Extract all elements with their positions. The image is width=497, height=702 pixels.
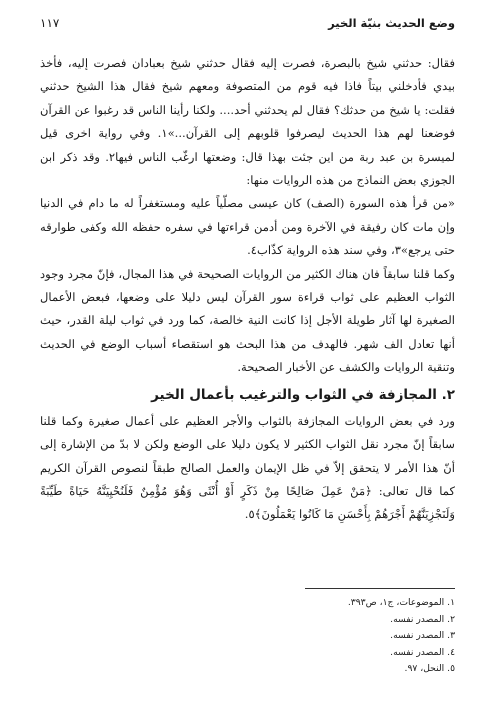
paragraph-2: وكما قلنا سابقاً فان هناك الكثير من الروايات الصحيحة في هذا المجال، فإنّ مجرد وجود الثواب العظيم على ثواب قراءة سور القرآن ليس دليلا على وضعها، فبعض الأعمال الصغيرة لها آثار طويلة الأجل إذا كانت النية خالصة، كما ورد في ثواب ليلة القدر، حيث أنها تعادل الف شهر. فالهدف من هذا البحث هو استقصاء أسباب الوضع في الحديث وتنقية الروايات والكشف عن الأخبار الصحيحة. xyxy=(40,266,455,375)
footnote-5: ٥. النحل، ٩٧. xyxy=(404,663,455,675)
paragraph-3-text: ورد في بعض الروايات المجازفة بالثواب والأجر العظيم على أعمال صغيرة وكما قلنا سابقاً إنّ مجرد نقل الثواب الكثير لا يكون دليلا على الوضع ولكن لا بدّ من الإشارة إلى أنّ هذا الأمر لا يتحقق إلاّ في ظل الإيمان والعمل الصالح طبقاً لنصوص القرآن الكريم كما قال تعالى: xyxy=(40,413,456,498)
quran-verse: ﴿مَنْ عَمِلَ صَالِحًا مِنْ ذَكَرٍ أَوْ أُنْثَى وَهُوَ مُؤْمِنٌ فَلَنُحْيِيَنَّهُ حَيَاةً طَيِّبَةً وَلَنَجْزِيَنَّهُمْ أَجْرَهُمْ بِأَحْسَنِ مَا كَانُوا يَعْمَلُونَ﴾ xyxy=(40,483,455,522)
footnote-4: ٤. المصدر نفسه. xyxy=(390,646,455,658)
footnote-2: ٢. المصدر نفسه. xyxy=(390,613,455,625)
paragraph-3 xyxy=(40,410,455,527)
footnotes xyxy=(25,588,455,678)
paragraph-1: فقال: حدثني شيخ بالبصرة، فصرت إليه فقال حدثني شيخ بعبادان فصرت إليه، فأخذ بيدي فأدخلني بيتاً فاذا فيه قوم من المتصوفة ومعهم شيخ فقال هذا الشيخ حدثني فقلت: يا شيخ من حدثك؟ فقال لم يحدثني أحد.... ولكنا رأينا الناس قد رغبوا عن القرآن فوضعنا لهم هذا الحديث ليصرفوا قلوبهم إلى القرآن...»١. وفي رواية اخرى قيل لميسرة بن عبد ربة من اين جئت بهذا قال: وضعتها ارغّب الناس فيها٢. وقد ذكر ابن الجوزي بعض النماذج من هذه الروايات منها: xyxy=(40,56,456,188)
body-text xyxy=(40,52,455,527)
footnote-1: ١. الموضوعات، ج١، ص٣٩٣. xyxy=(347,597,455,608)
section-heading: ٢. المجازفة في الثواب والترغيب بأعمال الخير xyxy=(151,386,455,403)
page-header xyxy=(40,16,455,38)
quoted-narration: «من قرأ هذه السورة (الصف) كان عيسى مصلّياً عليه ومستغفراً له ما دام في الدنيا وإن مات كان رفيقة في الآخرة ومن أدمن قراءتها في سفره حفظه الله وكفى طوارقه حتى يرجع»٣، وفي سند هذه الرواية كذّاب٤. xyxy=(40,196,455,258)
running-title: وضع الحديث بنيّة الخير xyxy=(328,16,455,30)
quran-footnote-ref: ٥. xyxy=(244,507,255,522)
page-number: ١١٧ xyxy=(40,16,60,30)
footnote-divider xyxy=(305,588,455,589)
footnote-3: ٣. المصدر نفسه. xyxy=(390,630,455,642)
